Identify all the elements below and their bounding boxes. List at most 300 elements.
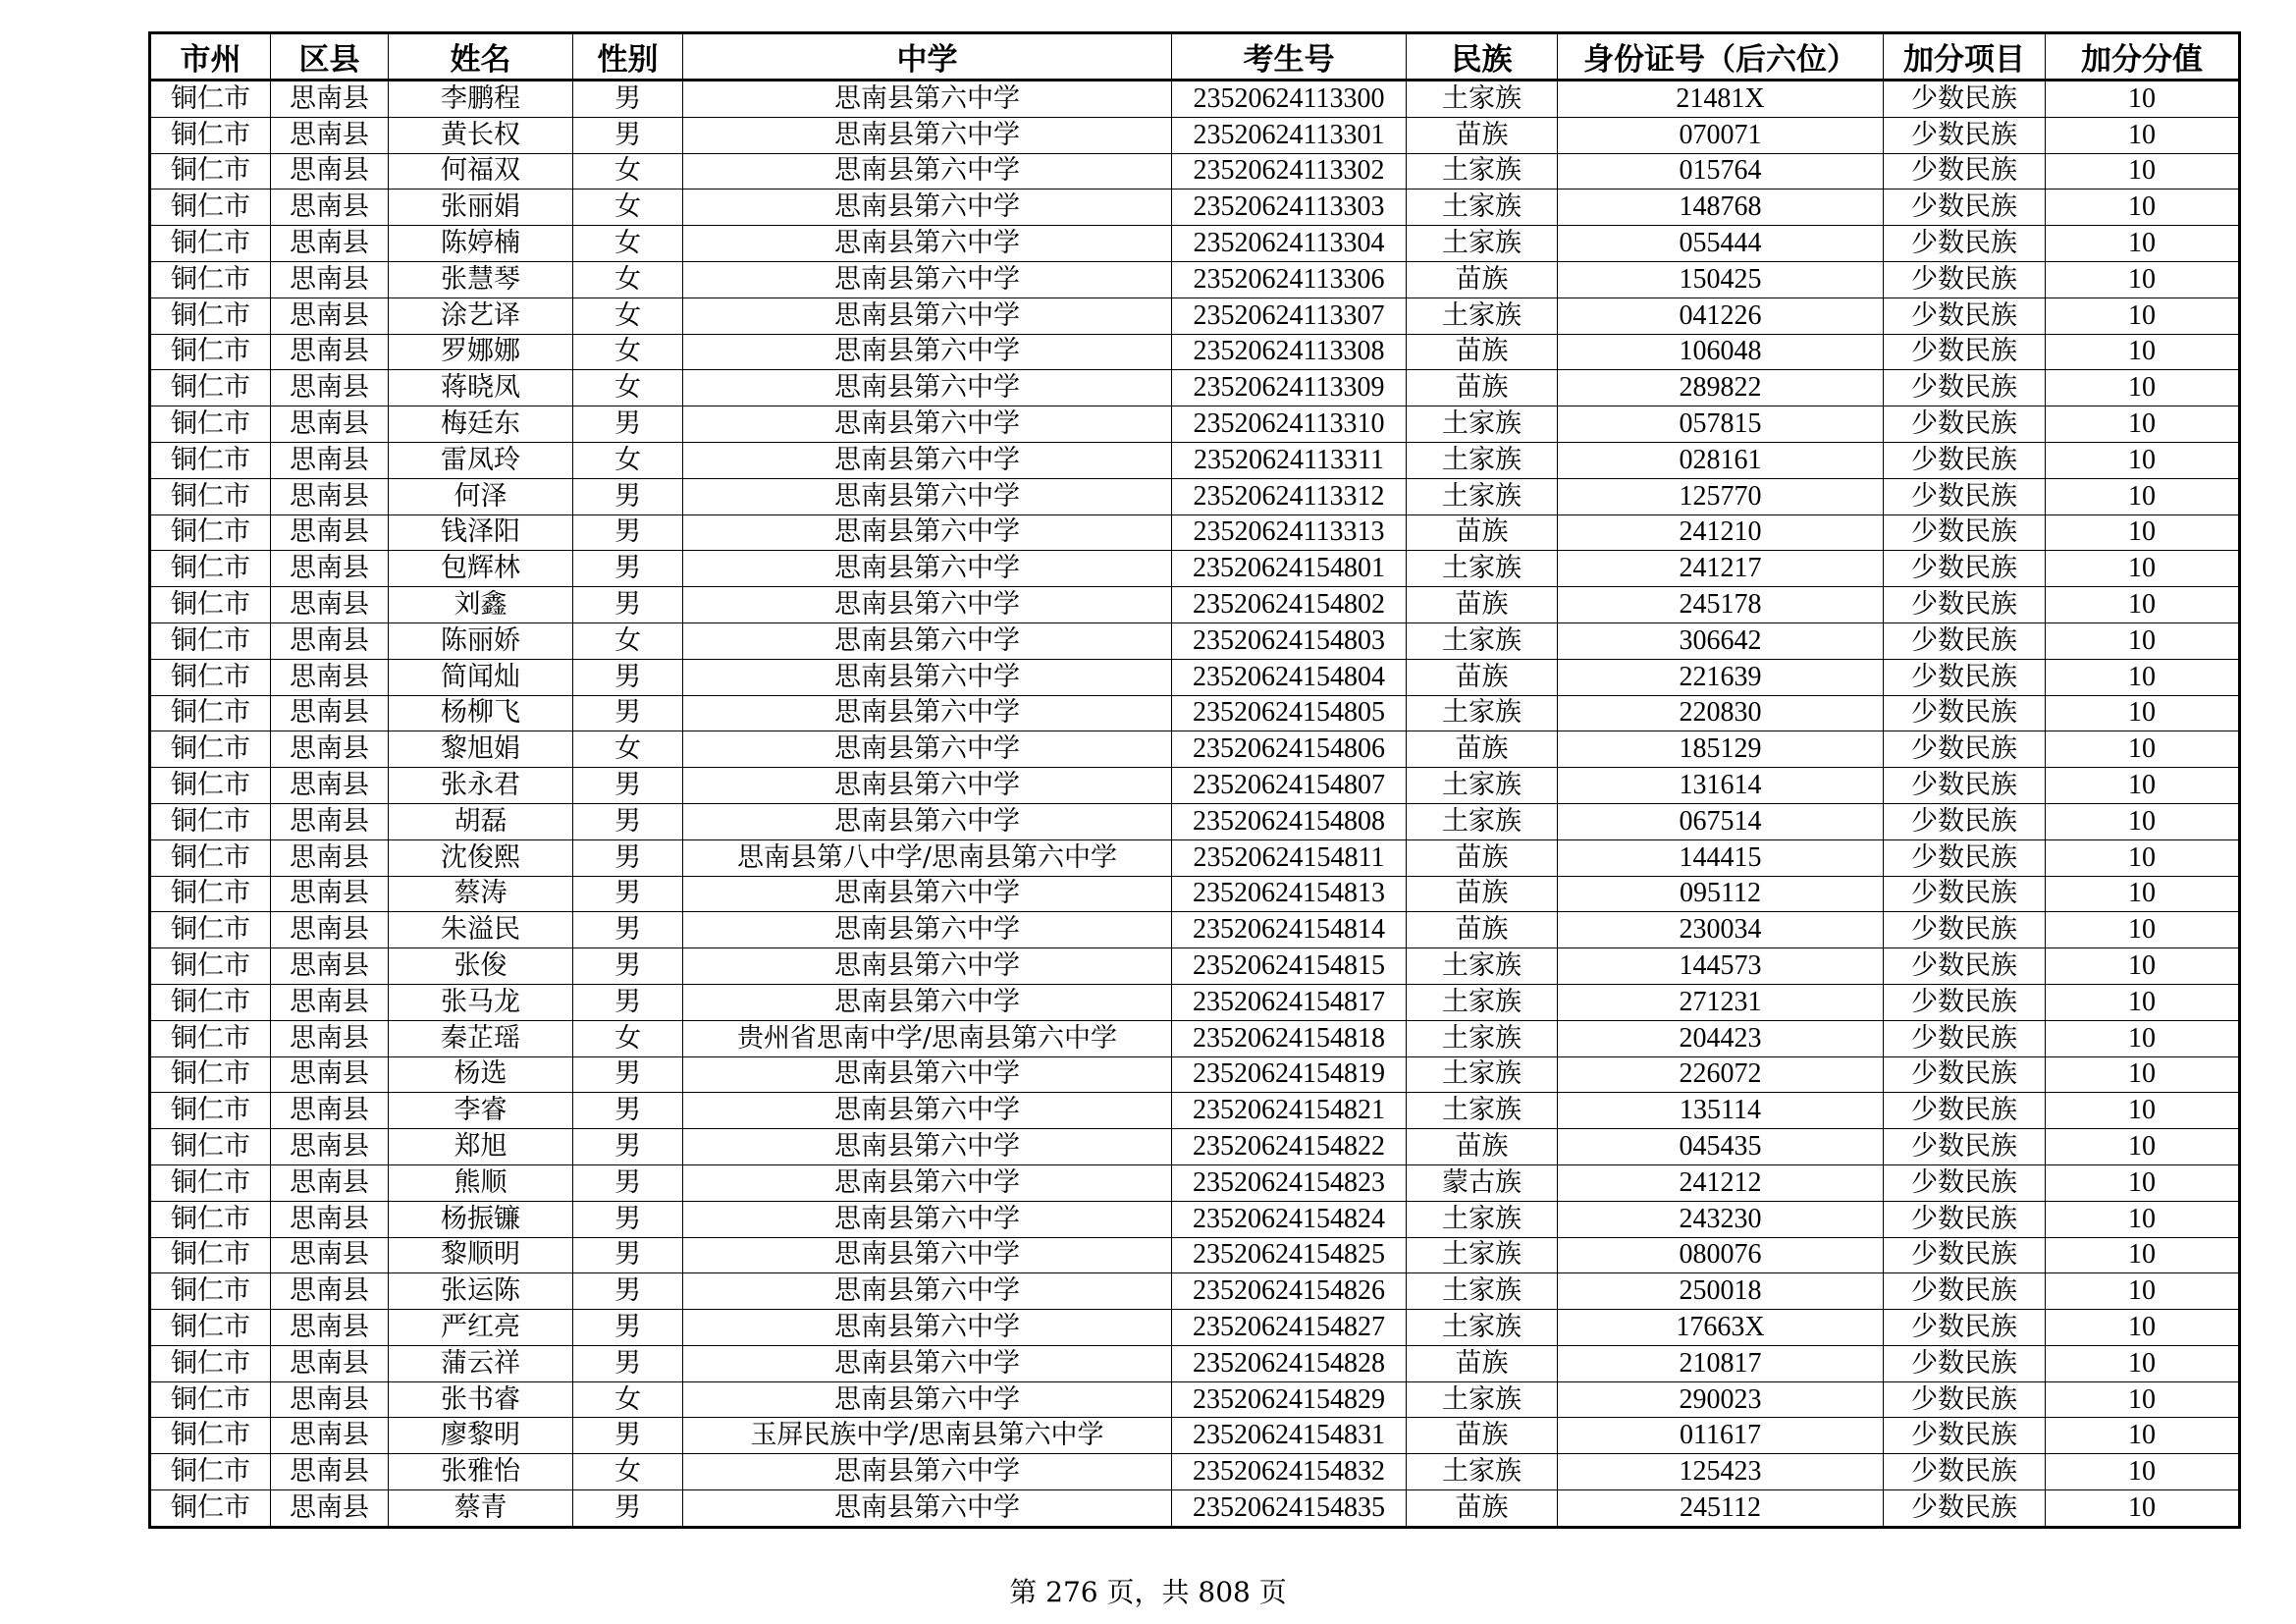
city-cell: 铜仁市: [150, 876, 271, 912]
city-cell: 铜仁市: [150, 984, 271, 1020]
gender-cell: 女: [573, 153, 683, 189]
exam-number-cell: 23520624154811: [1172, 839, 1407, 876]
bonus-item-cell: 少数民族: [1884, 912, 2046, 948]
table-row: [150, 1201, 2240, 1237]
id-last-six-cell: 221639: [1558, 659, 1884, 695]
school-cell: 思南县第六中学: [683, 153, 1172, 189]
school-cell: 思南县第六中学: [683, 226, 1172, 262]
gender-cell: 男: [573, 695, 683, 731]
table-row: [150, 876, 2240, 912]
gender-cell: 女: [573, 1381, 683, 1418]
ethnicity-cell: 苗族: [1407, 261, 1558, 298]
bonus-value-cell: 10: [2046, 984, 2240, 1020]
school-cell: 思南县第六中学: [683, 1093, 1172, 1129]
bonus-value-cell: 10: [2046, 659, 2240, 695]
gender-cell: 男: [573, 514, 683, 551]
ethnicity-cell: 土家族: [1407, 984, 1558, 1020]
bonus-value-cell: 10: [2046, 189, 2240, 226]
county-cell: 思南县: [271, 1056, 389, 1093]
school-cell: 思南县第六中学: [683, 912, 1172, 948]
name-cell: 胡磊: [389, 803, 573, 839]
exam-number-cell: 23520624154813: [1172, 876, 1407, 912]
bonus-item-cell: 少数民族: [1884, 226, 2046, 262]
id-last-six-cell: 243230: [1558, 1201, 1884, 1237]
exam-number-cell: 23520624154805: [1172, 695, 1407, 731]
exam-number-cell: 23520624154822: [1172, 1129, 1407, 1165]
name-cell: 郑旭: [389, 1129, 573, 1165]
gender-cell: 男: [573, 1310, 683, 1346]
name-cell: 陈丽娇: [389, 623, 573, 659]
bonus-value-cell: 10: [2046, 81, 2240, 118]
exam-number-cell: 23520624113301: [1172, 117, 1407, 153]
gender-cell: 女: [573, 1454, 683, 1490]
city-cell: 铜仁市: [150, 1418, 271, 1454]
ethnicity-cell: 苗族: [1407, 731, 1558, 768]
county-cell: 思南县: [271, 803, 389, 839]
ethnicity-cell: 土家族: [1407, 81, 1558, 118]
bonus-value-cell: 10: [2046, 1381, 2240, 1418]
id-last-six-cell: 131614: [1558, 768, 1884, 804]
bonus-item-cell: 少数民族: [1884, 1020, 2046, 1056]
id-last-six-cell: 241212: [1558, 1164, 1884, 1201]
ethnicity-cell: 土家族: [1407, 1237, 1558, 1273]
ethnicity-cell: 土家族: [1407, 1056, 1558, 1093]
ethnicity-cell: 苗族: [1407, 1129, 1558, 1165]
bonus-item-cell: 少数民族: [1884, 298, 2046, 334]
exam-number-cell: 23520624154825: [1172, 1237, 1407, 1273]
school-cell: 思南县第六中学: [683, 189, 1172, 226]
county-cell: 思南县: [271, 226, 389, 262]
gender-cell: 男: [573, 81, 683, 118]
county-cell: 思南县: [271, 623, 389, 659]
school-cell: 思南县第六中学: [683, 1164, 1172, 1201]
table-row: [150, 623, 2240, 659]
ethnicity-cell: 苗族: [1407, 839, 1558, 876]
bonus-item-cell: 少数民族: [1884, 659, 2046, 695]
name-cell: 何泽: [389, 478, 573, 514]
name-cell: 陈婷楠: [389, 226, 573, 262]
exam-number-cell: 23520624154827: [1172, 1310, 1407, 1346]
table-row: [150, 1454, 2240, 1490]
county-cell: 思南县: [271, 695, 389, 731]
school-cell: 思南县第六中学: [683, 334, 1172, 370]
bonus-item-cell: 少数民族: [1884, 803, 2046, 839]
exam-number-cell: 23520624154835: [1172, 1490, 1407, 1528]
gender-cell: 男: [573, 1237, 683, 1273]
bonus-value-cell: 10: [2046, 1273, 2240, 1310]
county-cell: 思南县: [271, 768, 389, 804]
bonus-item-cell: 少数民族: [1884, 1273, 2046, 1310]
id-last-six-cell: 148768: [1558, 189, 1884, 226]
exam-number-cell: 23520624113308: [1172, 334, 1407, 370]
bonus-item-cell: 少数民族: [1884, 442, 2046, 478]
name-cell: 朱溢民: [389, 912, 573, 948]
gender-cell: 女: [573, 442, 683, 478]
exam-number-cell: 23520624154826: [1172, 1273, 1407, 1310]
city-cell: 铜仁市: [150, 189, 271, 226]
ethnicity-cell: 土家族: [1407, 623, 1558, 659]
id-last-six-cell: 080076: [1558, 1237, 1884, 1273]
county-cell: 思南县: [271, 1201, 389, 1237]
name-cell: 杨振镰: [389, 1201, 573, 1237]
gender-cell: 男: [573, 912, 683, 948]
gender-cell: 男: [573, 1418, 683, 1454]
city-cell: 铜仁市: [150, 117, 271, 153]
id-last-six-cell: 015764: [1558, 153, 1884, 189]
table-row: [150, 1381, 2240, 1418]
gender-cell: 男: [573, 1273, 683, 1310]
ethnicity-cell: 土家族: [1407, 226, 1558, 262]
ethnicity-cell: 土家族: [1407, 695, 1558, 731]
bonus-value-cell: 10: [2046, 442, 2240, 478]
bonus-value-cell: 10: [2046, 514, 2240, 551]
bonus-item-cell: 少数民族: [1884, 695, 2046, 731]
school-cell: 思南县第六中学: [683, 876, 1172, 912]
id-last-six-cell: 070071: [1558, 117, 1884, 153]
ethnicity-cell: 土家族: [1407, 153, 1558, 189]
county-cell: 思南县: [271, 659, 389, 695]
header-exam-number: 考生号: [1172, 33, 1407, 81]
bonus-item-cell: 少数民族: [1884, 406, 2046, 443]
id-last-six-cell: 135114: [1558, 1093, 1884, 1129]
header-id-last-six: 身份证号（后六位）: [1558, 33, 1884, 81]
gender-cell: 女: [573, 261, 683, 298]
name-cell: 何福双: [389, 153, 573, 189]
county-cell: 思南县: [271, 948, 389, 985]
exam-number-cell: 23520624113310: [1172, 406, 1407, 443]
id-last-six-cell: 220830: [1558, 695, 1884, 731]
bonus-value-cell: 10: [2046, 912, 2240, 948]
bonus-item-cell: 少数民族: [1884, 334, 2046, 370]
bonus-item-cell: 少数民族: [1884, 1164, 2046, 1201]
table-row: [150, 948, 2240, 985]
school-cell: 思南县第六中学: [683, 551, 1172, 587]
school-cell: 思南县第六中学: [683, 1129, 1172, 1165]
table-row: [150, 1345, 2240, 1381]
gender-cell: 男: [573, 659, 683, 695]
id-last-six-cell: 226072: [1558, 1056, 1884, 1093]
name-cell: 杨柳飞: [389, 695, 573, 731]
gender-cell: 女: [573, 334, 683, 370]
city-cell: 铜仁市: [150, 659, 271, 695]
school-cell: 思南县第六中学: [683, 406, 1172, 443]
table-row: [150, 1310, 2240, 1346]
school-cell: 思南县第六中学: [683, 1345, 1172, 1381]
name-cell: 张雅怡: [389, 1454, 573, 1490]
id-last-six-cell: 057815: [1558, 406, 1884, 443]
gender-cell: 男: [573, 984, 683, 1020]
county-cell: 思南县: [271, 1418, 389, 1454]
bonus-value-cell: 10: [2046, 1164, 2240, 1201]
name-cell: 张永君: [389, 768, 573, 804]
county-cell: 思南县: [271, 1093, 389, 1129]
city-cell: 铜仁市: [150, 81, 271, 118]
exam-number-cell: 23520624154818: [1172, 1020, 1407, 1056]
ethnicity-cell: 土家族: [1407, 1310, 1558, 1346]
table-body: [150, 81, 2240, 1528]
bonus-value-cell: 10: [2046, 406, 2240, 443]
name-cell: 熊顺: [389, 1164, 573, 1201]
city-cell: 铜仁市: [150, 370, 271, 406]
exam-number-cell: 23520624113306: [1172, 261, 1407, 298]
exam-number-cell: 23520624154823: [1172, 1164, 1407, 1201]
gender-cell: 男: [573, 1345, 683, 1381]
table-row: [150, 803, 2240, 839]
name-cell: 黎旭娟: [389, 731, 573, 768]
bonus-value-cell: 10: [2046, 1020, 2240, 1056]
county-cell: 思南县: [271, 153, 389, 189]
bonus-value-cell: 10: [2046, 298, 2240, 334]
city-cell: 铜仁市: [150, 1164, 271, 1201]
table-row: [150, 731, 2240, 768]
ethnicity-cell: 土家族: [1407, 442, 1558, 478]
ethnicity-cell: 土家族: [1407, 1093, 1558, 1129]
name-cell: 钱泽阳: [389, 514, 573, 551]
county-cell: 思南县: [271, 298, 389, 334]
school-cell: 思南县第六中学: [683, 623, 1172, 659]
school-cell: 思南县第六中学: [683, 803, 1172, 839]
name-cell: 雷凤玲: [389, 442, 573, 478]
id-last-six-cell: 150425: [1558, 261, 1884, 298]
county-cell: 思南县: [271, 189, 389, 226]
gender-cell: 女: [573, 189, 683, 226]
city-cell: 铜仁市: [150, 226, 271, 262]
gender-cell: 男: [573, 876, 683, 912]
id-last-six-cell: 21481X: [1558, 81, 1884, 118]
ethnicity-cell: 苗族: [1407, 334, 1558, 370]
bonus-item-cell: 少数民族: [1884, 478, 2046, 514]
table-row: [150, 442, 2240, 478]
county-cell: 思南县: [271, 334, 389, 370]
bonus-item-cell: 少数民族: [1884, 1056, 2046, 1093]
table-row: [150, 153, 2240, 189]
city-cell: 铜仁市: [150, 261, 271, 298]
ethnicity-cell: 苗族: [1407, 1490, 1558, 1528]
exam-number-cell: 23520624154814: [1172, 912, 1407, 948]
id-last-six-cell: 245178: [1558, 587, 1884, 623]
city-cell: 铜仁市: [150, 153, 271, 189]
gender-cell: 男: [573, 768, 683, 804]
name-cell: 张俊: [389, 948, 573, 985]
bonus-item-cell: 少数民族: [1884, 839, 2046, 876]
header-name: 姓名: [389, 33, 573, 81]
id-last-six-cell: 241210: [1558, 514, 1884, 551]
bonus-value-cell: 10: [2046, 370, 2240, 406]
ethnicity-cell: 苗族: [1407, 876, 1558, 912]
name-cell: 蒲云祥: [389, 1345, 573, 1381]
id-last-six-cell: 125423: [1558, 1454, 1884, 1490]
school-cell: 思南县第六中学: [683, 478, 1172, 514]
table-row: [150, 551, 2240, 587]
name-cell: 严红亮: [389, 1310, 573, 1346]
id-last-six-cell: 306642: [1558, 623, 1884, 659]
school-cell: 思南县第六中学: [683, 261, 1172, 298]
bonus-item-cell: 少数民族: [1884, 1129, 2046, 1165]
bonus-value-cell: 10: [2046, 1056, 2240, 1093]
ethnicity-cell: 土家族: [1407, 406, 1558, 443]
ethnicity-cell: 土家族: [1407, 478, 1558, 514]
city-cell: 铜仁市: [150, 514, 271, 551]
bonus-value-cell: 10: [2046, 1129, 2240, 1165]
bonus-value-cell: 10: [2046, 623, 2240, 659]
gender-cell: 男: [573, 587, 683, 623]
city-cell: 铜仁市: [150, 1129, 271, 1165]
name-cell: 李睿: [389, 1093, 573, 1129]
ethnicity-cell: 苗族: [1407, 659, 1558, 695]
county-cell: 思南县: [271, 117, 389, 153]
exam-number-cell: 23520624154828: [1172, 1345, 1407, 1381]
bonus-item-cell: 少数民族: [1884, 876, 2046, 912]
bonus-item-cell: 少数民族: [1884, 1454, 2046, 1490]
ethnicity-cell: 苗族: [1407, 587, 1558, 623]
bonus-item-cell: 少数民族: [1884, 948, 2046, 985]
exam-number-cell: 23520624113300: [1172, 81, 1407, 118]
county-cell: 思南县: [271, 1310, 389, 1346]
school-cell: 思南县第六中学: [683, 948, 1172, 985]
bonus-item-cell: 少数民族: [1884, 1418, 2046, 1454]
exam-number-cell: 23520624154802: [1172, 587, 1407, 623]
ethnicity-cell: 土家族: [1407, 1381, 1558, 1418]
gender-cell: 男: [573, 406, 683, 443]
header-bonus-item: 加分项目: [1884, 33, 2046, 81]
ethnicity-cell: 土家族: [1407, 298, 1558, 334]
school-cell: 思南县第六中学: [683, 1454, 1172, 1490]
bonus-item-cell: 少数民族: [1884, 189, 2046, 226]
bonus-item-cell: 少数民族: [1884, 1237, 2046, 1273]
ethnicity-cell: 土家族: [1407, 1454, 1558, 1490]
gender-cell: 女: [573, 623, 683, 659]
bonus-value-cell: 10: [2046, 839, 2240, 876]
bonus-value-cell: 10: [2046, 1345, 2240, 1381]
bonus-value-cell: 10: [2046, 1093, 2240, 1129]
school-cell: 思南县第六中学: [683, 984, 1172, 1020]
bonus-item-cell: 少数民族: [1884, 1490, 2046, 1528]
bonus-value-cell: 10: [2046, 153, 2240, 189]
name-cell: 廖黎明: [389, 1418, 573, 1454]
bonus-item-cell: 少数民族: [1884, 153, 2046, 189]
id-last-six-cell: 144415: [1558, 839, 1884, 876]
bonus-value-cell: 10: [2046, 948, 2240, 985]
city-cell: 铜仁市: [150, 1020, 271, 1056]
city-cell: 铜仁市: [150, 1381, 271, 1418]
bonus-item-cell: 少数民族: [1884, 587, 2046, 623]
exam-number-cell: 23520624113313: [1172, 514, 1407, 551]
bonus-item-cell: 少数民族: [1884, 1345, 2046, 1381]
id-last-six-cell: 250018: [1558, 1273, 1884, 1310]
city-cell: 铜仁市: [150, 768, 271, 804]
id-last-six-cell: 204423: [1558, 1020, 1884, 1056]
id-last-six-cell: 289822: [1558, 370, 1884, 406]
id-last-six-cell: 17663X: [1558, 1310, 1884, 1346]
school-cell: 思南县第八中学/思南县第六中学: [683, 839, 1172, 876]
exam-number-cell: 23520624154819: [1172, 1056, 1407, 1093]
name-cell: 梅廷东: [389, 406, 573, 443]
table-row: [150, 1020, 2240, 1056]
school-cell: 思南县第六中学: [683, 514, 1172, 551]
county-cell: 思南县: [271, 839, 389, 876]
city-cell: 铜仁市: [150, 1454, 271, 1490]
county-cell: 思南县: [271, 1020, 389, 1056]
bonus-value-cell: 10: [2046, 226, 2240, 262]
table-row: [150, 1093, 2240, 1129]
bonus-value-cell: 10: [2046, 1454, 2240, 1490]
school-cell: 思南县第六中学: [683, 587, 1172, 623]
header-ethnicity: 民族: [1407, 33, 1558, 81]
ethnicity-cell: 土家族: [1407, 1273, 1558, 1310]
county-cell: 思南县: [271, 261, 389, 298]
ethnicity-cell: 苗族: [1407, 1418, 1558, 1454]
gender-cell: 男: [573, 1201, 683, 1237]
bonus-value-cell: 10: [2046, 117, 2240, 153]
table-row: [150, 1490, 2240, 1528]
exam-number-cell: 23520624154821: [1172, 1093, 1407, 1129]
exam-number-cell: 23520624154801: [1172, 551, 1407, 587]
school-cell: 思南县第六中学: [683, 1237, 1172, 1273]
school-cell: 思南县第六中学: [683, 695, 1172, 731]
city-cell: 铜仁市: [150, 1093, 271, 1129]
city-cell: 铜仁市: [150, 551, 271, 587]
id-last-six-cell: 028161: [1558, 442, 1884, 478]
header-county: 区县: [271, 33, 389, 81]
city-cell: 铜仁市: [150, 1201, 271, 1237]
bonus-value-cell: 10: [2046, 334, 2240, 370]
exam-number-cell: 23520624113304: [1172, 226, 1407, 262]
id-last-six-cell: 055444: [1558, 226, 1884, 262]
exam-number-cell: 23520624154807: [1172, 768, 1407, 804]
county-cell: 思南县: [271, 1381, 389, 1418]
page-footer: 第 276 页，共 808 页: [1009, 1576, 1287, 1608]
county-cell: 思南县: [271, 442, 389, 478]
bonus-value-cell: 10: [2046, 1490, 2240, 1528]
city-cell: 铜仁市: [150, 1056, 271, 1093]
table-row: [150, 514, 2240, 551]
id-last-six-cell: 041226: [1558, 298, 1884, 334]
name-cell: 黄长权: [389, 117, 573, 153]
gender-cell: 男: [573, 948, 683, 985]
school-cell: 思南县第六中学: [683, 298, 1172, 334]
county-cell: 思南县: [271, 370, 389, 406]
gender-cell: 女: [573, 370, 683, 406]
exam-number-cell: 23520624154831: [1172, 1418, 1407, 1454]
id-last-six-cell: 106048: [1558, 334, 1884, 370]
bonus-value-cell: 10: [2046, 1310, 2240, 1346]
header-city: 市州: [150, 33, 271, 81]
school-cell: 贵州省思南中学/思南县第六中学: [683, 1020, 1172, 1056]
table-row: [150, 912, 2240, 948]
id-last-six-cell: 144573: [1558, 948, 1884, 985]
id-last-six-cell: 210817: [1558, 1345, 1884, 1381]
table-row: [150, 226, 2240, 262]
name-cell: 张运陈: [389, 1273, 573, 1310]
name-cell: 简闻灿: [389, 659, 573, 695]
gender-cell: 男: [573, 1164, 683, 1201]
table-row: [150, 984, 2240, 1020]
table-header-row: [150, 33, 2240, 81]
name-cell: 张慧琴: [389, 261, 573, 298]
gender-cell: 男: [573, 803, 683, 839]
county-cell: 思南县: [271, 912, 389, 948]
table-row: [150, 839, 2240, 876]
table-row: [150, 1129, 2240, 1165]
bonus-item-cell: 少数民族: [1884, 261, 2046, 298]
exam-number-cell: 23520624154808: [1172, 803, 1407, 839]
table-row: [150, 1056, 2240, 1093]
bonus-item-cell: 少数民族: [1884, 551, 2046, 587]
bonus-item-cell: 少数民族: [1884, 1381, 2046, 1418]
header-bonus-value: 加分分值: [2046, 33, 2240, 81]
name-cell: 李鹏程: [389, 81, 573, 118]
bonus-item-cell: 少数民族: [1884, 768, 2046, 804]
